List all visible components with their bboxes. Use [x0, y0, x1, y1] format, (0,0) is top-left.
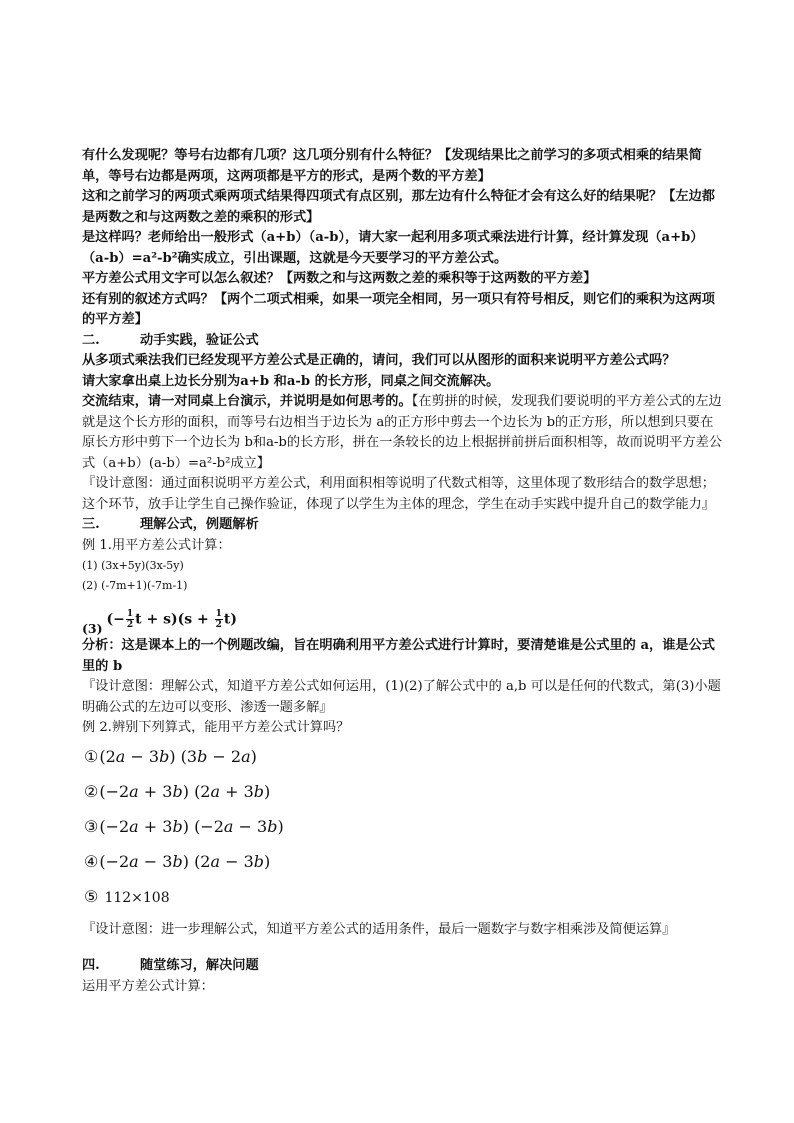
paragraph-design-intent-1: 『设计意图：通过面积说明平方差公式，利用面积相等说明了代数式相等，这里体现了数形结合的数学思想；这个环节，放手让学生自己操作验证，体现了以学生为主体的理念，学生在动手实践中提升自己的数学能力』 — [82, 476, 715, 512]
paragraph-question-1: 有什么发现呢？等号右边都有几项？这几项分别有什么特征？【发现结果比之前学习的多项式相乘的结果简单，等号右边都是两项，这两项都是平方的形式，是两个数的平方差】 — [82, 148, 702, 184]
paragraph-analysis: 分析：这是课本上的一个例题改编，旨在明确利用平方差公式进行计算时，要清楚谁是公式里的 a，谁是公式里的 b — [82, 638, 715, 674]
example-1-item-3: (3) (− $\frac{1}{2}$ t + s)(s + $\frac{1}{2}$ t) — [82, 609, 237, 636]
paragraph-question-2: 这和之前学习的两项式乘两项式结果得四项式有点区别，那左边有什么特征才会有这么好的结果呢？【左边都是两数之和与这两数之差的乘积的形式】 — [82, 189, 715, 225]
example-2-title: 例 2.辨别下列算式，能用平方差公式计算吗？ — [82, 720, 350, 735]
paragraph-demo: 交流结束，请一对同桌上台演示，并说明是如何思考的。【在剪拼的时候，发现我们要说明的平方差公式的左边就是这个长方形的面积，而等号右边相当于边长为 a的正方形中剪去一个边长为 b的正方形，所以想到只要在原长方形中剪下一个边长为 b和a-b的长方形，拼在一条较长的边上根据拼前拼后面积相等，故而说明平方差公式（a+b）(a-b）=a²-b²成立】 — [82, 394, 723, 471]
paragraph-other-statement: 还有别的叙述方式吗？【两个二项式相乘，如果一项完全相同，另一项只有符号相反，则它们的乘积为这两项的平方差】 — [82, 291, 715, 327]
example-1-item-3-formula: (− $\frac{1}{2}$ t + s)(s + $\frac{1}{2}$ t) — [106, 609, 237, 630]
example-1-title: 例 1.用平方差公式计算： — [82, 537, 231, 553]
example-1-item-1: (1) (3x+5y)(3x-5y) — [82, 559, 184, 572]
section-heading-3: 三. 理解公式，例题解析 — [82, 517, 259, 532]
example-1-item-2: (2) (-7m+1)(-7m-1) — [82, 579, 188, 592]
example-2-items — [82, 739, 722, 916]
example-2-item-5: ⑤ 112×108 — [84, 886, 170, 906]
example-2-item-2: ②(−2a + 3b) (2a + 3b) — [84, 781, 271, 801]
example-2-item-3: ③(−2a + 3b) (−2a − 3b) — [84, 816, 284, 836]
example-2-item-4: ④(−2a − 3b) (2a − 3b) — [84, 851, 271, 871]
paragraph-general-form: 是这样吗？老师给出一般形式（a+b）（a-b），请大家一起利用多项式乘法进行计算，经计算发现（a+b）（a-b）=a²-b²确实成立，引出课题，这就是今天要学习的平方差公式。 — [82, 230, 704, 266]
section-heading-4: 四. 随堂练习，解决问题 — [82, 958, 259, 973]
document-page — [82, 146, 722, 997]
paragraph-practice: 运用平方差公式计算： — [82, 978, 214, 994]
paragraph-text-statement: 平方差公式用文字可以怎么叙述？【两数之和与这两数之差的乘积等于这两数的平方差】 — [82, 271, 597, 286]
section-heading-2: 二. 动手实践，验证公式 — [82, 332, 259, 348]
paragraph-rectangle-task: 请大家拿出桌上边长分别为a+b 和a-b 的长方形，同桌之间交流解决。 — [82, 373, 500, 389]
paragraph-design-intent-2: 『设计意图：理解公式，知道平方差公式如何运用，(1)(2)了解公式中的 a,b 可以是任何的代数式，第(3)小题明确公式的左边可以变形、渗透一题多解』 — [82, 679, 721, 715]
paragraph-design-intent-3: 『设计意图：进一步理解公式，知道平方差公式的适用条件，最后一题数字与数字相乘涉及简便运算』 — [82, 921, 676, 937]
example-2-item-1: ①(2a − 3b) (3b − 2a) — [84, 746, 257, 766]
paragraph-area-question: 从多项式乘法我们已经发现平方差公式是正确的，请问，我们可以从图形的面积来说明平方差公式吗？ — [82, 353, 676, 368]
